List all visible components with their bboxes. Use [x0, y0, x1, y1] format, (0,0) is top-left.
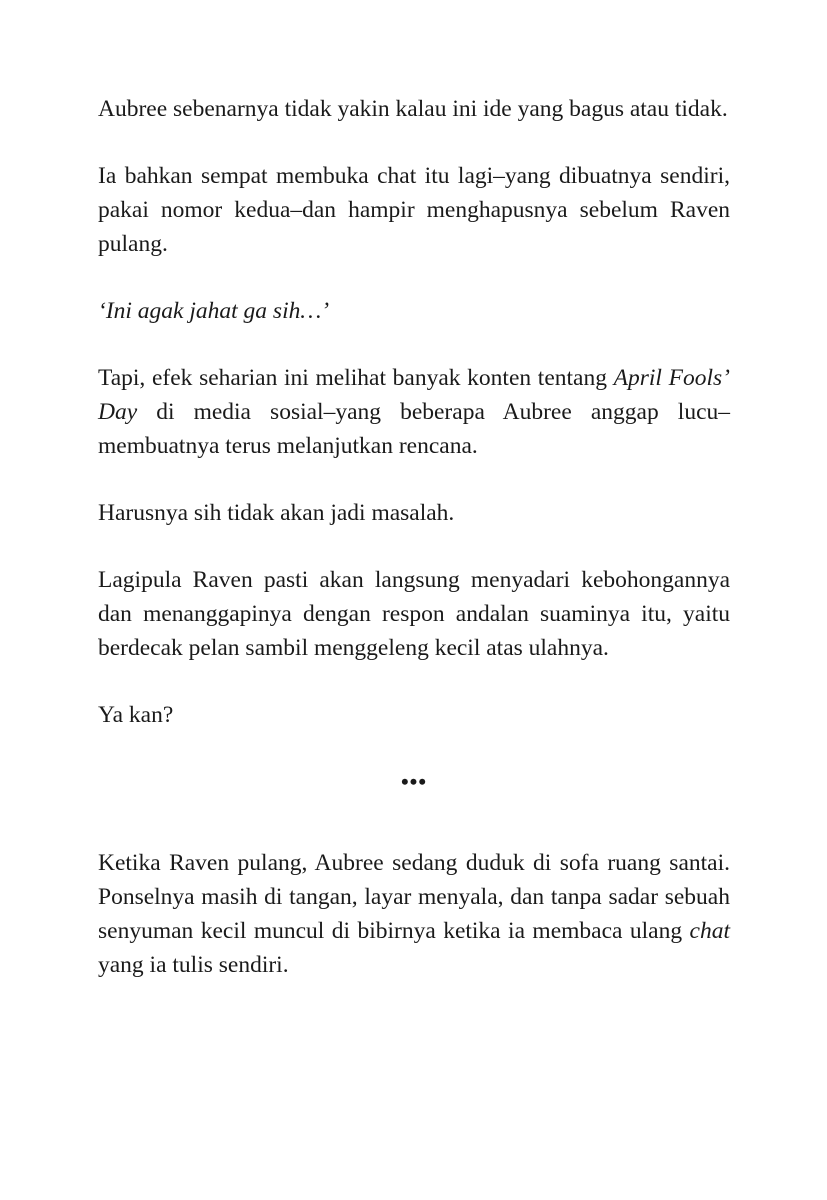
paragraph-6: Lagipula Raven pasti akan langsung menyadari kebohongannya dan menanggapinya dengan respon andalan suaminya itu, yaitu berdecak pelan sambil menggeleng kecil atas ulahnya. [98, 567, 730, 661]
document-page [98, 92, 730, 1015]
paragraph-2: Ia bahkan sempat membuka chat itu lagi–yang dibuatnya sendiri, pakai nomor kedua–dan hampir menghapusnya sebelum Raven pulang. [98, 163, 730, 257]
paragraph-8-italic: chat [689, 918, 730, 944]
paragraph-7: Ya kan? [98, 702, 174, 728]
paragraph-1: Aubree sebenarnya tidak yakin kalau ini ide yang bagus atau tidak. [98, 96, 728, 122]
inner-thought: ‘Ini agak jahat ga sih…’ [98, 298, 330, 324]
paragraph-8 [98, 846, 730, 982]
paragraph-4-part-3: di media sosial–yang beberapa Aubree anggap lucu–membuatnya terus melanjutkan rencana. [98, 399, 730, 459]
paragraph-4 [98, 361, 730, 463]
section-divider: ••• [400, 769, 428, 794]
paragraph-3-italic-thought [98, 294, 730, 328]
paragraph-8-part-3: yang ia tulis sendiri. [98, 952, 289, 978]
paragraph-8-part-1: Ketika Raven pulang, Aubree sedang duduk di sofa ruang santai. Ponselnya masih di tangan, layar menyala, dan tanpa sadar sebuah senyuman kecil muncul di bibirnya ketika ia membaca ulang [98, 850, 730, 944]
paragraph-4-part-1: Tapi, efek seharian ini melihat banyak konten tentang [98, 365, 614, 391]
paragraph-4-italic: April Fools’ Day [98, 365, 730, 425]
paragraph-5: Harusnya sih tidak akan jadi masalah. [98, 500, 455, 526]
